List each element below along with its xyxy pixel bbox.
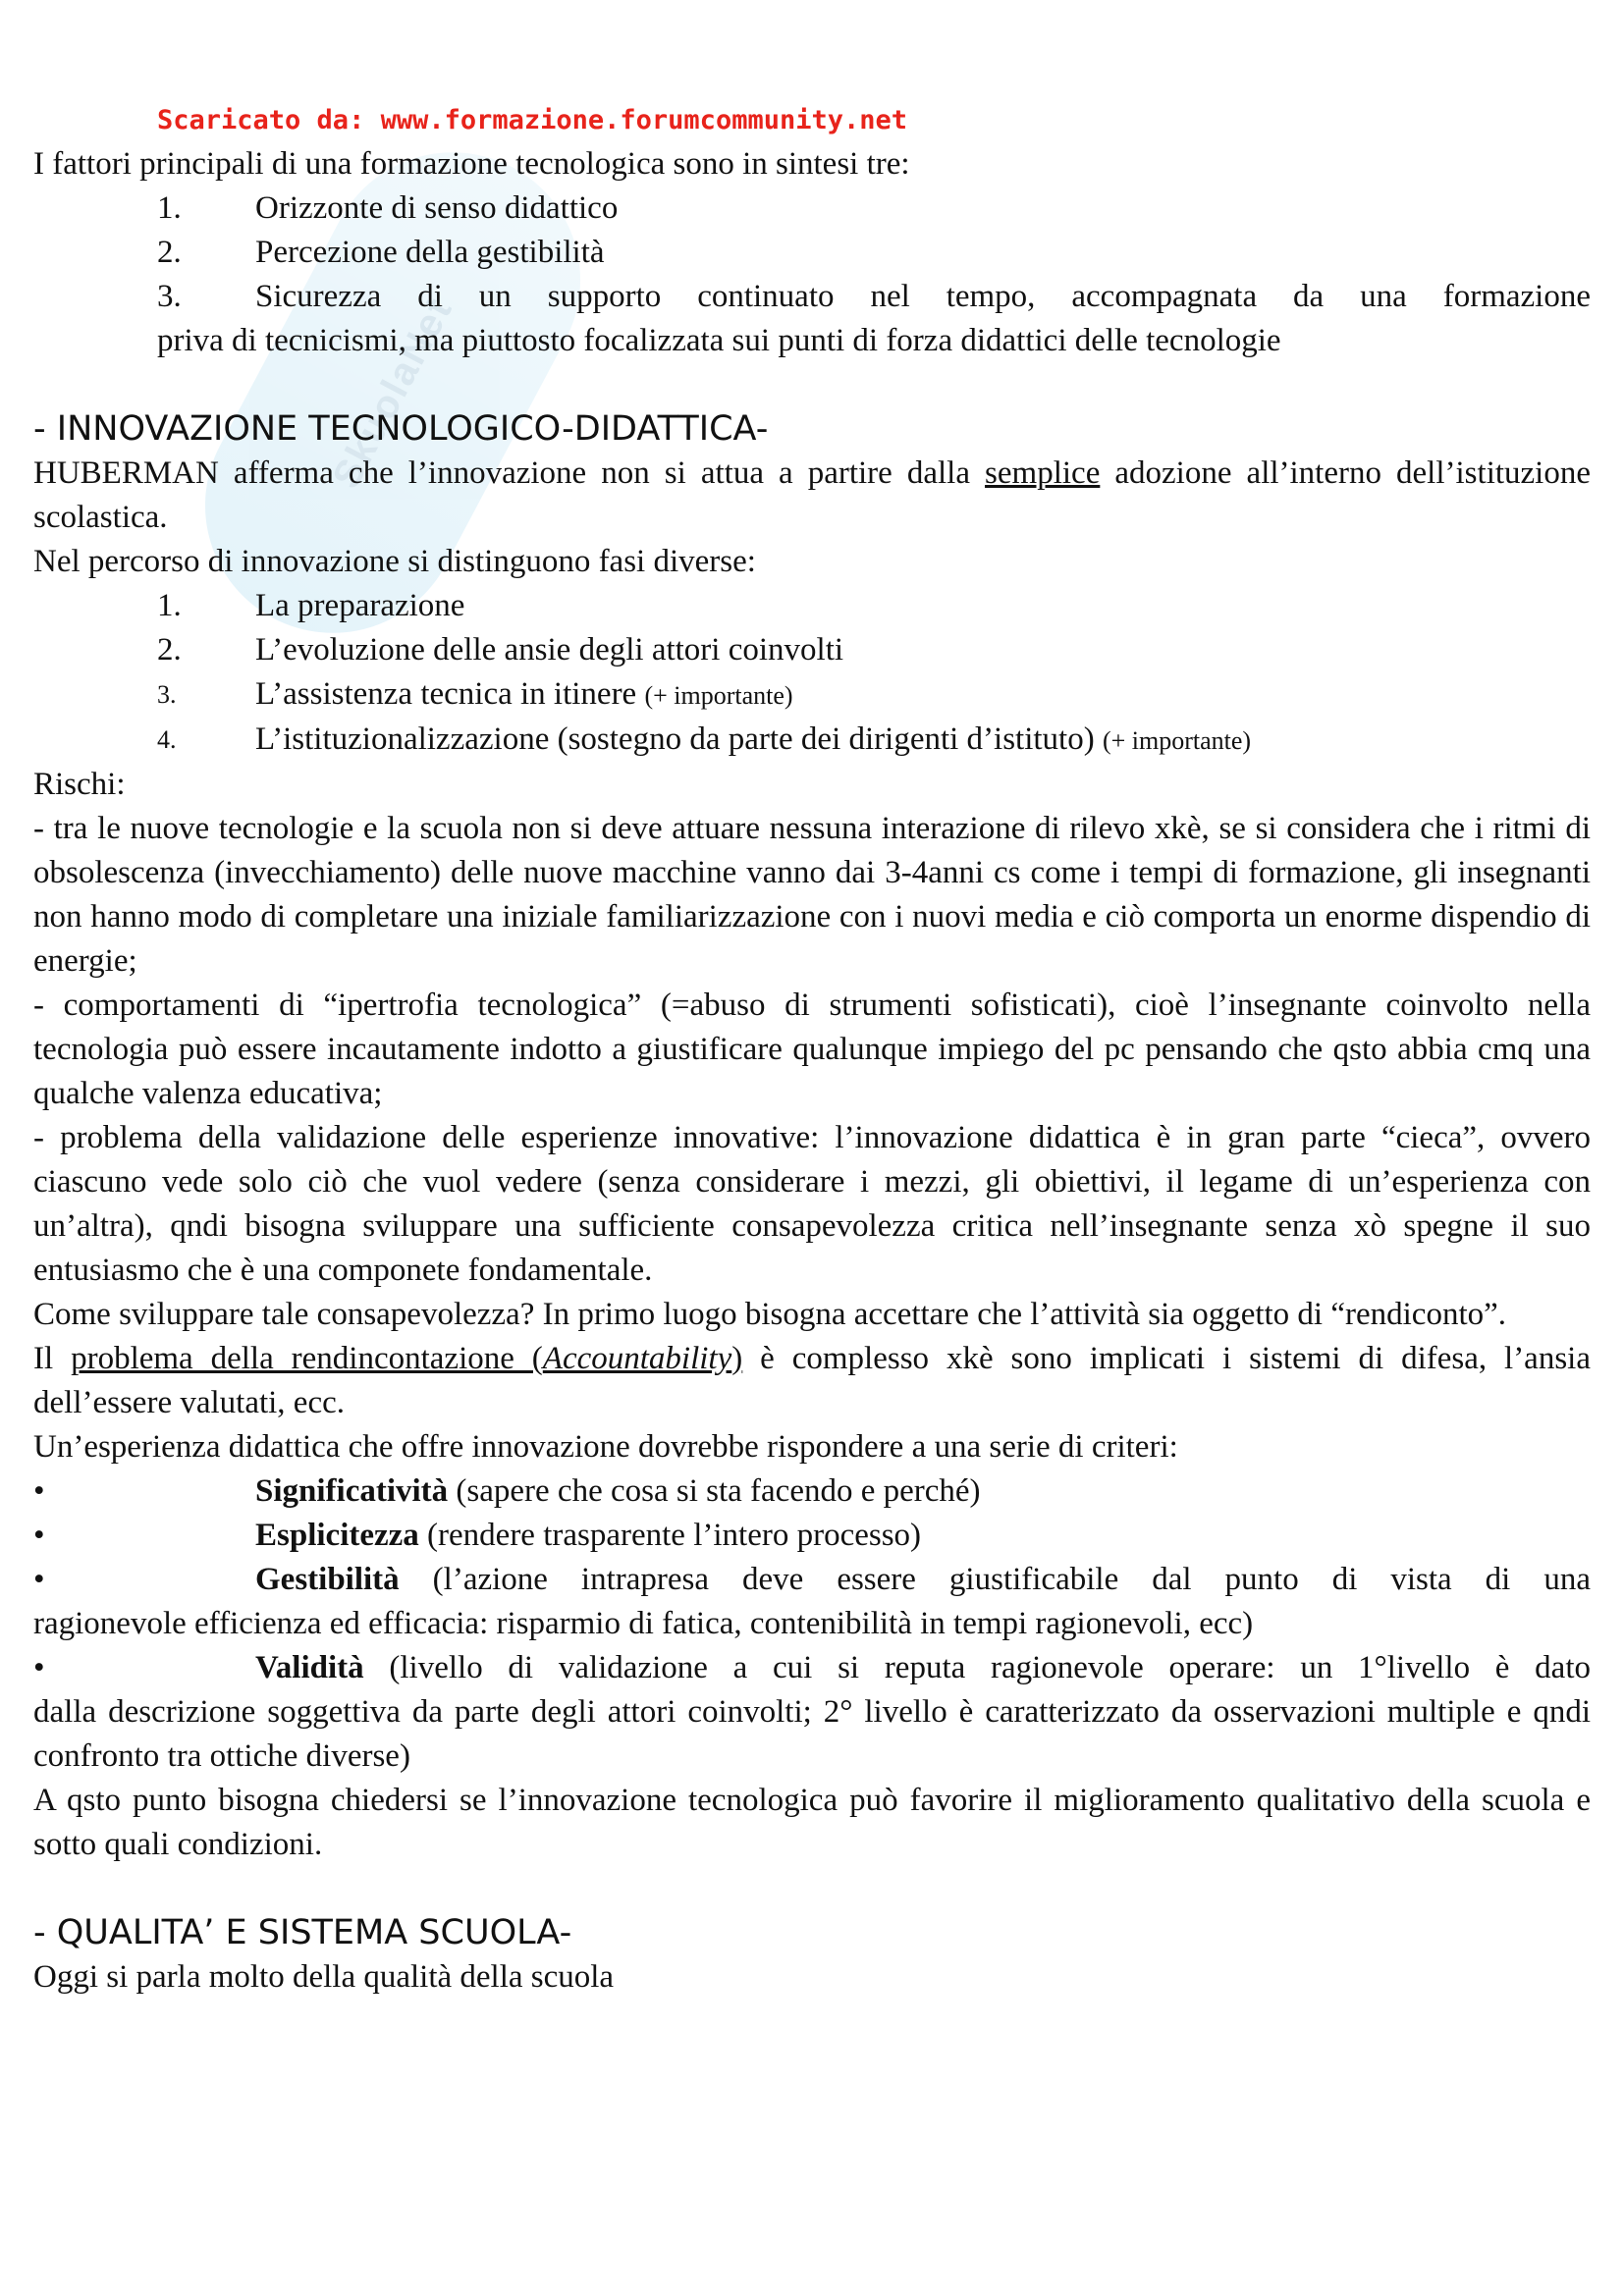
source-line: Scaricato da: www.formazione.forumcommunity.net [157, 105, 908, 135]
list-number: 2. [157, 632, 182, 667]
awareness-paragraph: Come sviluppare tale consapevolezza? In primo luogo bisogna accettare che l’attività sia oggetto di “rendiconto”. [33, 1297, 1507, 1332]
list-number: 3. [157, 279, 182, 314]
criteria-continuation: dalla descrizione soggettiva da parte degli attori coinvolti; 2° livello è caratterizzato da osservazioni multiple e qndi confronto tra ottiche diverse) [33, 1694, 1591, 1774]
bullet-icon: • [33, 1473, 45, 1509]
watermark-text: SkuolaNet [323, 290, 461, 496]
criteria-term: Esplicitezza [255, 1518, 419, 1553]
list-text [255, 672, 1591, 718]
list-number: 1. [157, 588, 182, 623]
section-heading-innovazione: - INNOVAZIONE TECNOLOGICO-DIDATTICA- [33, 409, 769, 449]
list-item [33, 584, 1591, 628]
criteria-text [255, 1514, 921, 1558]
criteria-item [33, 1558, 1591, 1602]
conclusion-paragraph: A qsto punto bisogna chiedersi se l’innovazione tecnologica può favorire il miglioramento qualitativo della scuola e sotto quali condizioni. [33, 1783, 1591, 1862]
bullet-icon: • [33, 1518, 45, 1553]
accountability-paragraph [33, 1337, 1591, 1425]
list-number: 1. [157, 190, 182, 226]
phase-text: L’assistenza tecnica in itinere [255, 676, 645, 712]
intro-paragraph: I fattori principali di una formazione tecnologica sono in sintesi tre: [33, 146, 910, 182]
underlined-italic-term: Accountability [542, 1341, 732, 1376]
section-heading-qualita: - QUALITA’ E SISTEMA SCUOLA- [33, 1913, 572, 1952]
list-text: Sicurezza di un supporto continuato nel tempo, accompagnata da una formazione [255, 279, 1591, 314]
underlined-word: semplice [985, 455, 1101, 491]
criteria-term: Gestibilità [255, 1562, 400, 1597]
list-text [255, 718, 1591, 763]
criteria-desc: (sapere che cosa si sta facendo e perché) [448, 1473, 981, 1509]
accountability-text-end: è complesso xkè sono implicati i sistemi di difesa, l’ansia dell’essere valutati, ecc. [33, 1341, 1591, 1420]
huberman-paragraph [33, 452, 1591, 540]
phase-note: (+ importante) [1102, 726, 1252, 755]
bullet-icon: • [33, 1650, 45, 1685]
criteria-text [255, 1646, 1591, 1690]
phases-intro: Nel percorso di innovazione si distinguono fasi diverse: [33, 544, 756, 579]
list-item [33, 672, 1591, 718]
criteria-desc: (rendere trasparente l’intero processo) [418, 1518, 922, 1553]
criteria-text [255, 1558, 1591, 1602]
criteria-continuation: ragionevole efficienza ed efficacia: risparmio di fatica, contenibilità in tempi ragionevoli, ecc) [33, 1606, 1254, 1641]
list-text: L’evoluzione delle ansie degli attori coinvolti [255, 632, 844, 667]
list-text: Orizzonte di senso didattico [255, 190, 619, 226]
list-number: 3. [157, 680, 177, 709]
huberman-text-end: adozione all’interno dell’istituzione scolastica. [33, 455, 1591, 535]
criteria-intro: Un’esperienza didattica che offre innovazione dovrebbe rispondere a una serie di criteri: [33, 1429, 1178, 1465]
huberman-text: HUBERMAN afferma che l’innovazione non si attua a partire dalla [33, 455, 986, 491]
risk-paragraph: - problema della validazione delle esperienze innovative: l’innovazione didattica è in gran parte “cieca”, ovvero ciascuno vede solo ciò che vuol vedere (senza considerare i mezzi, gli obiettivi, il legame di un’esperienza con un’altra), qndi bisogna sviluppare una sufficiente consapevolezza critica nell’insegnante senza xò spegne il suo entusiasmo che è una componete fondamentale. [33, 1120, 1591, 1288]
bullet-icon: • [33, 1562, 45, 1597]
phase-note: (+ importante) [644, 681, 793, 710]
list-text: La preparazione [255, 588, 465, 623]
criteria-text [255, 1469, 981, 1514]
list-item [33, 187, 1591, 231]
criteria-desc: (l’azione intrapresa deve essere giustificabile dal punto di vista di una [399, 1562, 1591, 1597]
criteria-item [33, 1469, 1591, 1514]
phase-text: L’istituzionalizzazione (sostegno da parte dei dirigenti d’istituto) [255, 721, 1103, 757]
criteria-item [33, 1514, 1591, 1558]
criteria-term: Validità [255, 1650, 364, 1685]
underlined-phrase [71, 1341, 742, 1376]
underlined-text: problema della rendincontazione ( [71, 1341, 543, 1376]
list-item [33, 628, 1591, 672]
qualita-paragraph: Oggi si parla molto della qualità della scuola [33, 1959, 615, 1995]
risk-paragraph: - comportamenti di “ipertrofia tecnologica” (=abuso di strumenti sofisticati), cioè l’insegnante coinvolto nella tecnologia può essere incautamente indotto a giustificare qualunque impiego del pc pensando che qsto abbia cmq una qualche valenza educativa; [33, 988, 1591, 1111]
list-item [33, 275, 1591, 319]
document-body [33, 98, 1591, 2000]
underlined-close: ) [731, 1341, 743, 1376]
list-number: 4. [157, 725, 177, 754]
list-text: Percezione della gestibilità [255, 235, 605, 270]
criteria-term: Significatività [255, 1473, 449, 1509]
risk-paragraph: - tra le nuove tecnologie e la scuola non si deve attuare nessuna interazione di rilevo xkè, se si considera che i ritmi di obsolescenza (invecchiamento) delle nuove macchine vanno dai 3-4anni cs come i tempi di formazione, gli insegnanti non hanno modo di completare una iniziale familiarizzazione con i nuovi media e ciò comporta un enorme dispendio di energie; [33, 811, 1591, 979]
accountability-text: Il [33, 1341, 72, 1376]
criteria-desc: (livello di validazione a cui si reputa ragionevole operare: un 1°livello è dato [363, 1650, 1591, 1685]
list-item [33, 718, 1591, 763]
list-item [33, 231, 1591, 275]
list-number: 2. [157, 235, 182, 270]
risks-label: Rischi: [33, 767, 126, 802]
list-item-continuation: priva di tecnicismi, ma piuttosto focalizzata sui punti di forza didattici delle tecnologie [157, 323, 1281, 358]
criteria-item [33, 1646, 1591, 1690]
